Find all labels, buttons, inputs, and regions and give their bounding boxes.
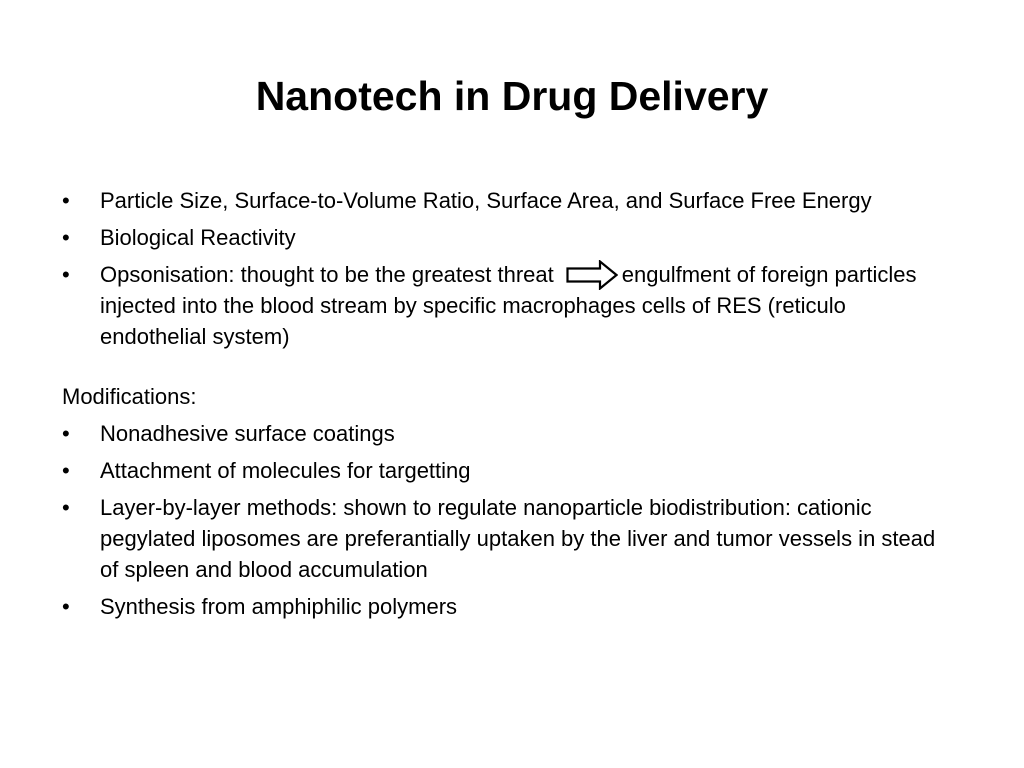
list-item [62, 591, 942, 622]
right-arrow-icon [566, 260, 618, 290]
bullet-text: Synthesis from amphiphilic polymers [100, 594, 458, 619]
bullet-list-top [62, 185, 942, 352]
bullet-marker: • [62, 458, 70, 483]
bullet-marker: • [62, 262, 70, 287]
bullet-marker: • [62, 225, 70, 250]
bullet-text: Nonadhesive surface coatings [100, 421, 395, 446]
list-item [62, 259, 942, 352]
list-item [62, 455, 942, 486]
bullet-text: Particle Size, Surface-to-Volume Ratio, Surface Area, and Surface Free Energy [100, 188, 872, 213]
bullet-text-after-arrow: engulfment of foreign particles injected into the blood stream by specific macrophages cells of RES (reticulo endothelial system) [100, 262, 917, 349]
list-item [62, 185, 942, 216]
bullet-list-modifications [62, 418, 942, 622]
slide-title: Nanotech in Drug Delivery [255, 73, 769, 119]
bullet-text-before-arrow: Opsonisation: thought to be the greatest threat [100, 262, 554, 287]
bullet-marker: • [62, 495, 70, 520]
list-item [62, 492, 942, 585]
list-item [62, 418, 942, 449]
slide-body [62, 185, 942, 628]
bullet-text: Biological Reactivity [100, 225, 296, 250]
bullet-marker: • [62, 594, 70, 619]
bullet-text: Layer-by-layer methods: shown to regulate nanoparticle biodistribution: cationic pegylated liposomes are preferantially uptaken by the liver and tumor vessels in stead of spleen and blood accumulation [100, 495, 936, 582]
list-item [62, 222, 942, 253]
bullet-marker: • [62, 421, 70, 446]
bullet-marker: • [62, 188, 70, 213]
modifications-label: Modifications: [62, 384, 197, 409]
bullet-text: Attachment of molecules for targetting [100, 458, 471, 483]
